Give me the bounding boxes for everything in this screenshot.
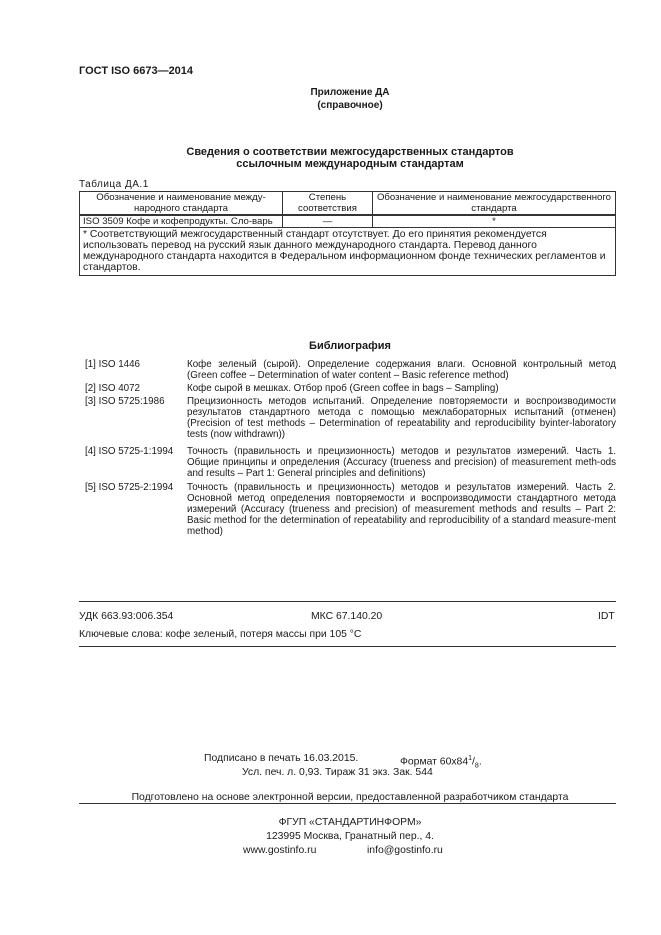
section-title-line1: Сведения о соответствии межгосударственных стандартов [186, 146, 514, 158]
table-footnote-row [80, 228, 616, 276]
idt-label: IDT [598, 611, 615, 622]
table-cell-intl: ISO 3509 Кофе и кофепродукты. Сло-варь [80, 215, 283, 228]
footer-divider-bottom [79, 646, 616, 647]
table-header-cell: Степень соответствия [283, 192, 373, 216]
publisher-name: ФГУП «СТАНДАРТИНФОРМ» [278, 817, 422, 828]
table-header-row [80, 192, 616, 216]
annex-heading [0, 86, 661, 112]
bibliography-ref: [5] ISO 5725-2:1994 [85, 482, 174, 493]
bibliography-text: Точность (правильность и прецизионность) методов и результатов измерений. Часть 1. Общие принципы и определения (Accuracy (trueness and precision) of measurement meth-ods and results – Part 1: General principles and definitions) [187, 446, 616, 479]
table-header-cell: Обозначение и наименование между-народного стандарта [80, 192, 283, 216]
email-link[interactable]: info@gostinfo.ru [367, 845, 443, 856]
bibliography-ref: [3] ISO 5725:1986 [85, 396, 165, 407]
prepared-note: Подготовлено на основе электронной версии, предоставленной разработчиком стандарта [131, 792, 569, 803]
annex-title: Приложение ДА [310, 87, 390, 98]
bibliography-title: Библиография [309, 340, 391, 352]
keywords: Ключевые слова: кофе зеленый, потеря массы при 105 °С [79, 629, 362, 640]
table-cell-degree: — [283, 215, 373, 228]
bibliography-text: Точность (правильность и прецизионность) методов и результатов измерений. Часть 2. Основной метод определения повторяемости и воспроизводимости стандартного метода измерений (Accuracy (trueness and precision) of measurement methods and results – Part 2: Basic method for the determination of repeatability and reproducibility of a standard measure-ment method) [187, 482, 616, 537]
print-format: Формат $60x84^1/_8$. [400, 755, 482, 770]
bibliography-text: Кофе зеленый (сырой). Определение содержания влаги. Основной контрольный метод (Green coffee – Determination of water content – Basic reference method) [187, 359, 616, 381]
footer-divider-top [79, 601, 616, 602]
bibliography-text: Кофе сырой в мешках. Отбор проб (Green coffee in bags – Sampling) [187, 383, 499, 394]
table-label: Таблица ДА.1 [79, 179, 149, 190]
print-info: Усл. печ. л. 0,93. Тираж 31 экз. Зак. 544 [242, 767, 433, 778]
signed-date: Подписано в печать 16.03.2015. [204, 753, 359, 764]
table-header-cell: Обозначение и наименование межгосударственного стандарта [373, 192, 616, 216]
mks-code: МКС 67.140.20 [311, 611, 383, 622]
table-footnote: * Соответствующий межгосударственный стандарт отсутствует. До его принятия рекомендуется использовать перевод на русский язык данного международного стандарта. Перевод данного международного стандарта находится в Федеральном информационном фонде технических регламентов и стандартов. [80, 228, 616, 276]
annex-status: (справочное) [317, 100, 383, 111]
section-title [0, 146, 661, 170]
bibliography-ref: [2] ISO 4072 [85, 383, 141, 394]
table-cell-interstate: * [373, 215, 616, 228]
bibliography-ref: [4] ISO 5725-1:1994 [85, 446, 174, 457]
table-row [80, 215, 616, 228]
section-title-line2: ссылочным международным стандартам [236, 158, 464, 170]
website-link[interactable]: www.gostinfo.ru [243, 845, 317, 856]
bibliography-text: Прецизионность методов испытаний. Определение повторяемости и воспроизводимости результатов стандартного метода с помощью межлабораторных испытаний (отменен) (Precision of test methods – Determination of repeatability and reproducibility byinter-laboratory tests (now withdrawn)) [187, 396, 616, 440]
publisher-address: 123995 Москва, Гранатный пер., 4. [266, 831, 434, 842]
udk-code: УДК 663.93:006.354 [79, 611, 174, 622]
document-header-code: ГОСТ ISO 6673—2014 [79, 65, 194, 77]
bibliography-ref: [1] ISO 1446 [85, 359, 141, 370]
correspondence-table [79, 191, 616, 276]
